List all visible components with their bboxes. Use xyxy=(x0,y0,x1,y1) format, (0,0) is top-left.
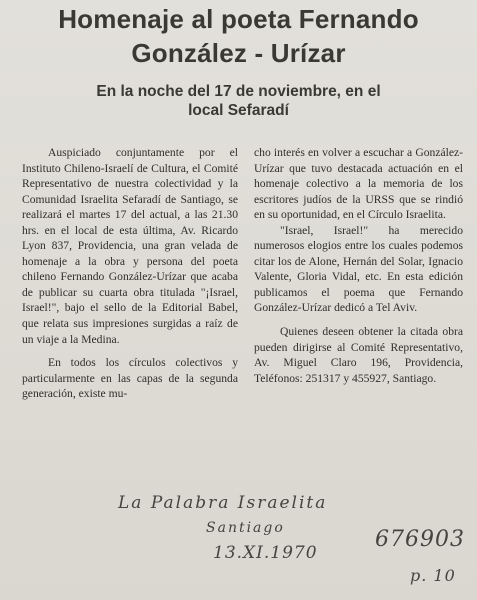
article-right-column xyxy=(254,145,463,386)
paragraph: En todos los círculos colectivos y particularmente en las capas de la segunda generación, existe mu- xyxy=(22,356,238,401)
handwritten-date-note: 13.XI.1970 xyxy=(213,543,318,563)
paragraph: "Israel, Israel!" ha merecido numerosos elogios entre los cuales podemos citar los de Alone, Hernán del Solar, Ignacio Valente, Gloria Vidal, etc. En esta edición publicamos el poema que Fernando González-Urízar dedicó a Tel Aviv. xyxy=(254,223,463,315)
handwritten-city-note: Santiago xyxy=(206,520,285,536)
paragraph: Quienes deseen obtener la citada obra pueden dirigirse al Comité Representativo, Av. Miguel Claro 196, Providencia, Teléfonos: 251317 y 455927, Santiago. xyxy=(254,325,463,385)
subheadline-line-2: local Sefaradí xyxy=(188,102,289,119)
handwritten-publication-note: La Palabra Israelita xyxy=(118,493,328,513)
headline-line-2: González - Urízar xyxy=(131,38,346,68)
paragraph: Auspiciado conjuntamente por el Instituto Chileno-Israelí de Cultura, el Comité Representativo de nuestra colectividad y la Comunidad Israelita Sefaradí de Santiago, se realizará el martes 17 del actual, a las 21.30 hrs. en el local de esta última, Av. Ricardo Lyon 837, Providencia, una gran velada de homenaje a la obra y persona del poeta chileno Fernando González-Urízar que acaba de publicar su cuarta obra titulada "¡Israel, Israel!", bajo el sello de la Editorial Babel, que relata sus impresiones surgidas a raíz de un viaje a la Medina. xyxy=(22,146,238,346)
article-left-column xyxy=(22,145,238,402)
subheadline-line-1: En la noche del 17 de noviembre, en el xyxy=(96,83,381,100)
headline-line-1: Homenaje al poeta Fernando xyxy=(58,4,419,34)
paragraph-continued: cho interés en volver a escuchar a González-Urízar que tuvo destacada actuación en el homenaje colectivo a la memoria de los escritores judíos de la URSS que se rindió en su oportunidad, en el Círculo Israelita. xyxy=(254,146,463,222)
handwritten-catalog-number: 676903 xyxy=(375,527,465,552)
handwritten-page-note: p. 10 xyxy=(410,566,456,585)
